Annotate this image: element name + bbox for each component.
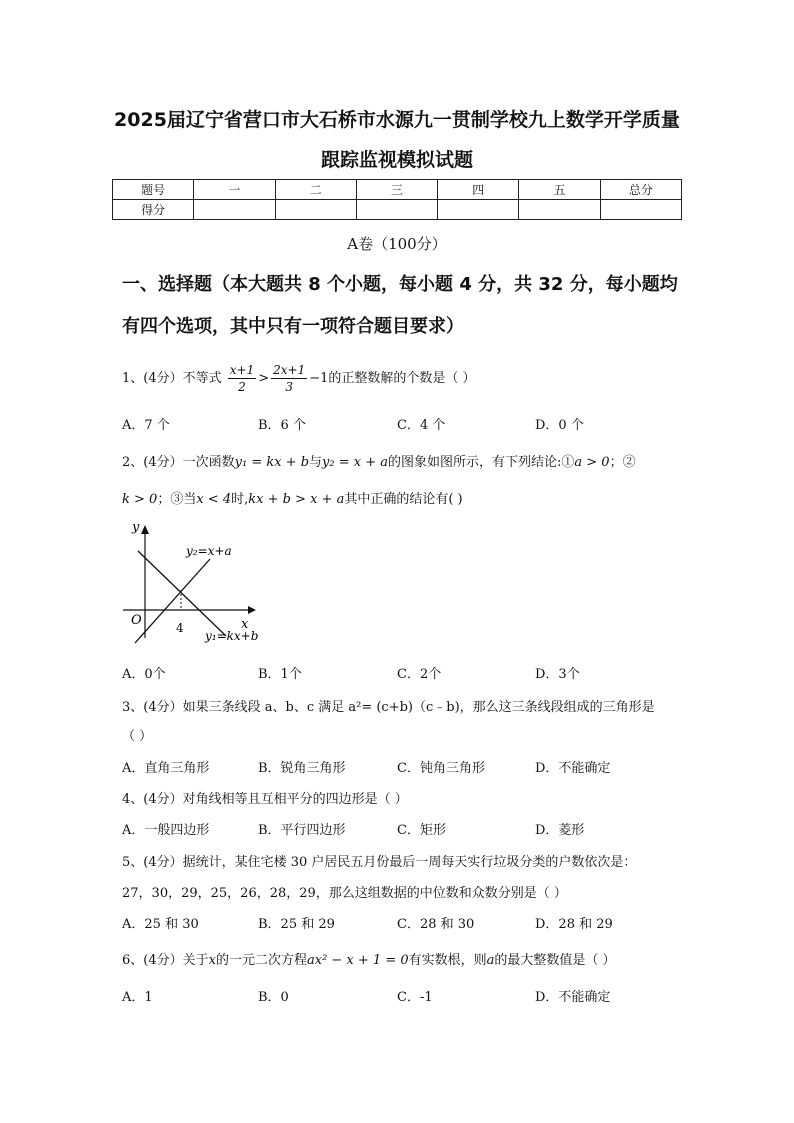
q6-var-x: x — [208, 953, 216, 968]
question-6 — [122, 952, 616, 970]
q3-option-a[interactable]: A．直角三角形 — [122, 761, 210, 776]
q2-line2-text-c: 其中正确的结论有( ) — [344, 492, 463, 507]
volume-label: A卷（100分） — [347, 235, 447, 253]
q2-inequality: kx + b > x + a — [248, 492, 345, 507]
y2-line-label: y₂=x+a — [186, 544, 232, 558]
q1-frac1-numerator: x+1 — [229, 363, 255, 377]
q2-y2-expr: y₂ = x + a — [322, 455, 388, 470]
score-header-cell: 四 — [438, 180, 519, 200]
section1-heading-line1: 一、选择题（本大题共 8 个小题，每小题 4 分，共 32 分，每小题均 — [122, 274, 678, 295]
score-input-cell[interactable] — [438, 200, 519, 220]
score-header-cell: 三 — [356, 180, 437, 200]
q2-y1-expr: y₁ = kx + b — [234, 455, 310, 470]
q2-condition: x < 4 — [196, 492, 232, 507]
q6-option-b[interactable]: B．0 — [258, 990, 289, 1005]
y1-line-label: y₁=kx+b — [205, 629, 259, 643]
q1-option-b[interactable]: B．6 个 — [258, 418, 306, 433]
q4-option-c[interactable]: C．矩形 — [397, 823, 446, 838]
q2-option-c[interactable]: C．2个 — [397, 667, 442, 682]
question-1 — [122, 362, 476, 395]
question-5-line1: 5、(4分）据统计，某住宅楼 30 户居民五月份最后一周每天实行垃圾分类的户数依次是： — [122, 855, 637, 870]
q2-conclusion-2: k > 0 — [122, 492, 158, 507]
score-header-cell: 二 — [275, 180, 356, 200]
score-table-header-row — [113, 180, 682, 200]
score-row-label: 得分 — [113, 200, 194, 220]
x-axis-label: x — [241, 617, 249, 632]
q4-option-b[interactable]: B．平行四边形 — [258, 823, 346, 838]
score-header-cell: 五 — [519, 180, 600, 200]
q2-prefix: 2、(4分）一次函数 — [122, 455, 235, 470]
q5-option-d[interactable]: D．28 和 29 — [535, 917, 613, 932]
question-5-line2: 27，30，29，25，26，28，29，那么这组数据的中位数和众数分别是（ ） — [122, 886, 567, 901]
q5-option-a[interactable]: A．25 和 30 — [122, 917, 199, 932]
q1-frac2-numerator: 2x+1 — [273, 363, 306, 377]
q6-suffix: 的最大整数值是（ ） — [494, 953, 616, 968]
x-axis-arrow — [248, 606, 256, 614]
q6-prefix: 6、(4分）关于 — [122, 953, 209, 968]
q6-option-d[interactable]: D．不能确定 — [535, 990, 611, 1005]
q1-minus-one: −1 — [309, 371, 329, 386]
origin-label: O — [131, 613, 142, 628]
q5-option-b[interactable]: B．25 和 29 — [258, 917, 335, 932]
line-y2 — [135, 559, 210, 643]
y-axis-label: y — [132, 520, 140, 535]
q4-option-a[interactable]: A．一般四边形 — [122, 823, 210, 838]
y-axis-arrow — [141, 525, 149, 534]
q1-option-d[interactable]: D．0 个 — [535, 418, 584, 433]
tick-label-4: 4 — [176, 621, 184, 635]
q5-option-c[interactable]: C．28 和 30 — [397, 917, 475, 932]
q1-frac2-denominator: 3 — [285, 380, 293, 394]
q6-mid2: 有实数根，则 — [408, 953, 487, 968]
score-input-cell[interactable] — [275, 200, 356, 220]
q2-with: 与 — [309, 455, 323, 470]
q6-option-a[interactable]: A．1 — [122, 990, 153, 1005]
score-input-cell[interactable] — [356, 200, 437, 220]
q2-line2-text-a: ；③当 — [157, 492, 197, 507]
score-input-cell[interactable] — [194, 200, 275, 220]
q6-mid: 的一元二次方程 — [215, 953, 307, 968]
section1-heading-line2: 有四个选项，其中只有一项符合题目要求） — [122, 316, 464, 337]
question-4: 4、(4分）对角线相等且互相平分的四边形是（ ） — [122, 792, 408, 807]
question-3-line1: 3、(4分）如果三条线段 a、b、c 满足 a²= (c+b)（c﹣b)，那么这三条线段组成的三角形是 — [122, 700, 655, 715]
question-2-line1 — [122, 454, 636, 472]
q2-line1-text: 的图象如图所示，有下列结论:① — [388, 455, 575, 470]
q6-option-c[interactable]: C．-1 — [397, 990, 433, 1005]
q1-fraction-2 — [271, 362, 307, 395]
q6-var-a: a — [486, 953, 495, 968]
q2-sep: ；② — [609, 455, 636, 470]
question-3-line2: （ ） — [122, 729, 153, 744]
q4-option-d[interactable]: D．菱形 — [535, 823, 585, 838]
exam-title-line2: 跟踪监视模拟试题 — [320, 149, 473, 171]
score-header-cell: 总分 — [600, 180, 681, 200]
score-header-cell: 一 — [194, 180, 275, 200]
q1-prefix: 1、(4分）不等式 — [122, 371, 222, 386]
q2-conclusion-1: a > 0 — [574, 455, 610, 470]
q1-option-a[interactable]: A．7 个 — [122, 418, 170, 433]
q6-equation: ax² − x + 1 = 0 — [306, 953, 409, 968]
q1-frac1-denominator: 2 — [238, 380, 246, 394]
score-header-cell: 题号 — [113, 180, 194, 200]
q3-option-d[interactable]: D．不能确定 — [535, 761, 611, 776]
question-2-line2 — [122, 491, 463, 509]
q1-suffix: 的正整数解的个数是（ ） — [328, 371, 476, 386]
q3-option-b[interactable]: B．锐角三角形 — [258, 761, 346, 776]
q2-graph — [118, 518, 278, 648]
q1-fraction-1 — [228, 362, 256, 395]
q2-option-d[interactable]: D．3个 — [535, 667, 580, 682]
score-input-cell[interactable] — [600, 200, 681, 220]
q2-line2-text-b: 时, — [231, 492, 249, 507]
q1-option-c[interactable]: C．4 个 — [397, 418, 446, 433]
score-input-cell[interactable] — [519, 200, 600, 220]
q2-option-b[interactable]: B．1个 — [258, 667, 302, 682]
score-table-score-row — [113, 200, 682, 220]
q2-option-a[interactable]: A．0个 — [122, 667, 166, 682]
score-table — [112, 179, 682, 220]
exam-title-line1: 2025届辽宁省营口市大石桥市水源九一贯制学校九上数学开学质量 — [114, 109, 680, 131]
q1-gt: > — [258, 371, 270, 386]
q3-option-c[interactable]: C．钝角三角形 — [397, 761, 485, 776]
